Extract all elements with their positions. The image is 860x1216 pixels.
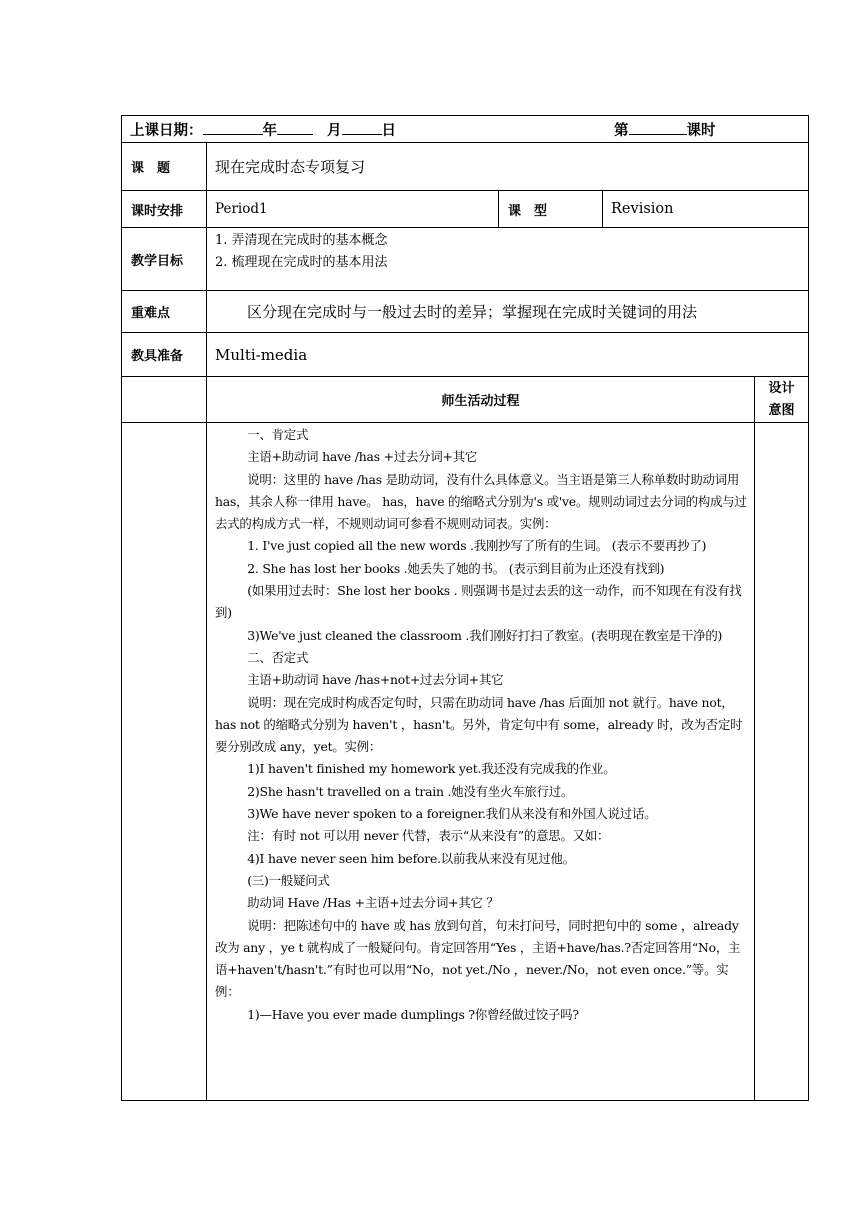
schedule-label: 课时安排 [122, 191, 207, 228]
tools-value: Multi-media [207, 333, 809, 377]
content-paragraph: 说明：这里的 have /has 是助动词，没有什么具体意义。当主语是第三人称单数时助动词用 has，其余人称一律用 have。 has，have 的缩略式分别为's 或've。规则动词过去分词的构成与过去式的构成方式一样，不规则动词可参看不规则动词表。实例： [215, 471, 747, 532]
objectives-list [207, 228, 809, 291]
design-line-1: 设计 [768, 380, 795, 396]
process-header-row [122, 377, 809, 423]
objective-item: 1. 弄清现在完成时的基本概念 [215, 233, 388, 248]
content-paragraph: 3)We've just cleaned the classroom .我们刚好打扫了教室。(表明现在教室是干净的) [247, 627, 723, 643]
content-paragraph: (如果用过去时：She lost her books . 则强调书是过去丢的这一动作，而不知现在有没有找到) [215, 583, 742, 621]
year-label: 年 [262, 122, 277, 139]
year-blank [203, 120, 263, 135]
objectives-row [122, 228, 809, 291]
topic-row [122, 143, 809, 191]
date-label: 上课日期： [130, 122, 203, 139]
empty-cell [122, 423, 207, 1101]
content-paragraph: 1. I've just copied all the new words .我刚抄写了所有的生词。 (表示不要再抄了) [247, 538, 707, 554]
content-paragraph: 主语+助动词 have /has +过去分词+其它 [247, 449, 478, 465]
tools-row [122, 333, 809, 377]
schedule-value: Period1 [207, 191, 499, 228]
process-title: 师生活动过程 [207, 377, 755, 423]
lesson-prefix: 第 [614, 122, 629, 139]
empty-cell [122, 377, 207, 423]
lesson-suffix: 课时 [686, 122, 716, 139]
key-points-label: 重难点 [122, 291, 207, 333]
type-label: 课 型 [499, 191, 603, 228]
content-paragraph: 2. She has lost her books .她丢失了她的书。 (表示到目前为止还没有找到) [247, 560, 665, 576]
topic-value: 现在完成时态专项复习 [207, 143, 809, 191]
content-paragraph: 说明：现在完成时构成否定句时，只需在助动词 have /has 后面加 not 就行。have not，has not 的缩略式分别为 haven't ，hasn't。另外，肯定句中有 some，already 时，改为否定时要分别改成 any，yet。实例： [215, 694, 743, 755]
key-points-row [122, 291, 809, 333]
content-paragraph: 说明：把陈述句中的 have 或 has 放到句首，句末打问号，同时把句中的 some ，already 改为 any ，ye t 就构成了一般疑问句。肯定回答用“Yes ，主语+have/has.?否定回答用“No，主语+haven't/hasn't.”有时也可以用“No，not yet./No ，never./No，not even once.”等。实例： [215, 917, 741, 1000]
content-paragraph: 助动词 Have /Has +主语+过去分词+其它 ？ [247, 895, 499, 911]
design-intent-header [755, 377, 809, 423]
date-row [122, 116, 809, 143]
content-paragraph: 1)—Have you ever made dumplings ?你曾经做过饺子吗? [247, 1006, 579, 1022]
content-paragraph: 3)We have never spoken to a foreigner.我们从来没有和外国人说过话。 [247, 806, 657, 822]
lesson-plan [121, 115, 808, 1101]
process-content-row [122, 423, 809, 1101]
objectives-label: 教学目标 [122, 228, 207, 291]
content-paragraph: (三)一般疑问式 [247, 872, 330, 888]
topic-label: 课 题 [122, 143, 207, 191]
content-paragraph: 1)I haven't finished my homework yet.我还没有完成我的作业。 [247, 761, 616, 777]
key-points-value: 区分现在完成时与一般过去时的差异；掌握现在完成时关键词的用法 [207, 291, 809, 333]
objective-item: 2. 梳理现在完成时的基本用法 [215, 255, 388, 270]
design-line-2: 意图 [768, 402, 795, 418]
tools-label: 教具准备 [122, 333, 207, 377]
type-value: Revision [603, 191, 809, 228]
process-content [207, 423, 755, 1101]
content-paragraph: 二、否定式 [247, 649, 309, 665]
month-blank [277, 120, 313, 135]
content-paragraph: 4)I have never seen him before.以前我从来没有见过他。 [247, 850, 575, 866]
content-paragraph: 主语+助动词 have /has+not+过去分词+其它 [247, 672, 504, 688]
lesson-blank [629, 120, 687, 135]
schedule-row [122, 191, 809, 228]
content-paragraph: 2)She hasn't travelled on a train .她没有坐火车旅行过。 [247, 783, 574, 799]
day-label: 日 [381, 122, 396, 139]
month-label: 月 [327, 122, 342, 139]
design-intent-cell [755, 423, 809, 1101]
day-blank [342, 120, 382, 135]
content-paragraph: 一、肯定式 [247, 427, 309, 442]
lesson-plan-table [121, 115, 809, 1101]
content-paragraph: 注：有时 not 可以用 never 代替，表示“从来没有”的意思。又如： [247, 828, 610, 844]
